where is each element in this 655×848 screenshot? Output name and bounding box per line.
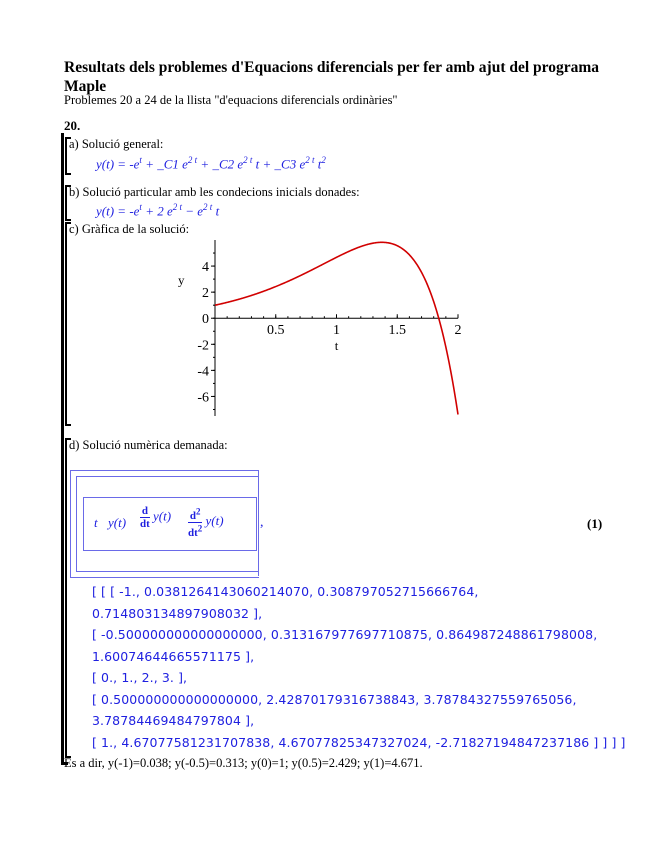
problem-number: 20. — [64, 118, 81, 133]
part-b-label: b) Solució particular amb les condecions inicials donades: — [69, 185, 360, 199]
y-tick-label: 0 — [202, 312, 209, 328]
outer-close-bracket — [254, 470, 259, 576]
section-bracket[interactable] — [61, 133, 64, 765]
x-axis-label: t — [334, 338, 339, 354]
document-subtitle: Problemes 20 a 24 de la llista "d'equacions diferencials ordinàries" — [64, 93, 398, 107]
x-tick-label: 0.5 — [267, 323, 285, 339]
part-a-label: a) Solució general: — [69, 137, 164, 151]
numeric-line: [ -0.500000000000000000, 0.313167977697710875, 0.864987248861798008, — [92, 627, 598, 642]
conclusion-text: És a dir, y(-1)=0.038; y(-0.5)=0.313; y(0)=1; y(0.5)=2.429; y(1)=4.671. — [64, 756, 423, 770]
numeric-line: [ [ [ -1., 0.0381264143060214070, 0.308797052715666764, — [92, 584, 479, 599]
general-solution-formula: $y(t) = -e^t$ + _C1 $e^{2 t}$ + _C2 $e^{2 t}$ t + _C3 $e^{2 t}$ $t^2$ — [96, 155, 326, 172]
numeric-line: 0.714803134897908032 ], — [92, 605, 263, 621]
y-tick-label: -6 — [197, 390, 209, 406]
x-tick-label: 2 — [454, 323, 462, 339]
group-bracket-a[interactable] — [65, 137, 67, 175]
header-comma: , — [260, 515, 264, 530]
x-tick-label: 1 — [333, 323, 340, 339]
part-c-label: c) Gràfica de la solució: — [69, 222, 190, 236]
numeric-line: [ 0., 1., 2., 3. ], — [92, 670, 188, 685]
y-tick-label: 2 — [202, 286, 209, 302]
equation-number: (1) — [587, 516, 603, 531]
part-d-label: d) Solució numèrica demanada: — [69, 438, 228, 452]
solution-plot — [170, 236, 470, 420]
numeric-line: 3.78784469484797804 ], — [92, 713, 255, 728]
group-bracket-c[interactable] — [65, 222, 67, 426]
x-tick-label: 1.5 — [388, 323, 406, 339]
y-tick-label: -2 — [197, 338, 209, 354]
header-t: t — [94, 515, 98, 530]
particular-solution-formula: $y(t) = -e^t + 2$ $e^{2 t} - e^{2 t}$ t — [96, 202, 220, 219]
document-title: Resultats dels problemes d'Equacions diferencials per fer amb ajut del programa Maple — [64, 59, 600, 95]
y-axis-label: y — [178, 272, 185, 288]
header-first-derivative: $\frac{d}{dt}$ y(t) — [140, 505, 172, 530]
y-tick-label: 4 — [202, 260, 209, 276]
header-y: y(t) — [108, 515, 127, 530]
group-bracket-b[interactable] — [65, 185, 67, 221]
y-tick-label: -4 — [197, 364, 209, 380]
header-second-derivative: $\frac{d^2}{dt^2}$ y(t) — [188, 506, 224, 540]
numeric-line: [ 1., 4.67077581231707838, 4.67077825347327024, -2.71827194847237186 ] ] ] ] — [92, 734, 626, 750]
numeric-line: [ 0.500000000000000000, 2.42870179316738843, 3.78784327559765056, — [92, 691, 577, 707]
numeric-line: 1.60074644665571175 ], — [92, 648, 255, 664]
group-bracket-d[interactable] — [65, 438, 67, 758]
